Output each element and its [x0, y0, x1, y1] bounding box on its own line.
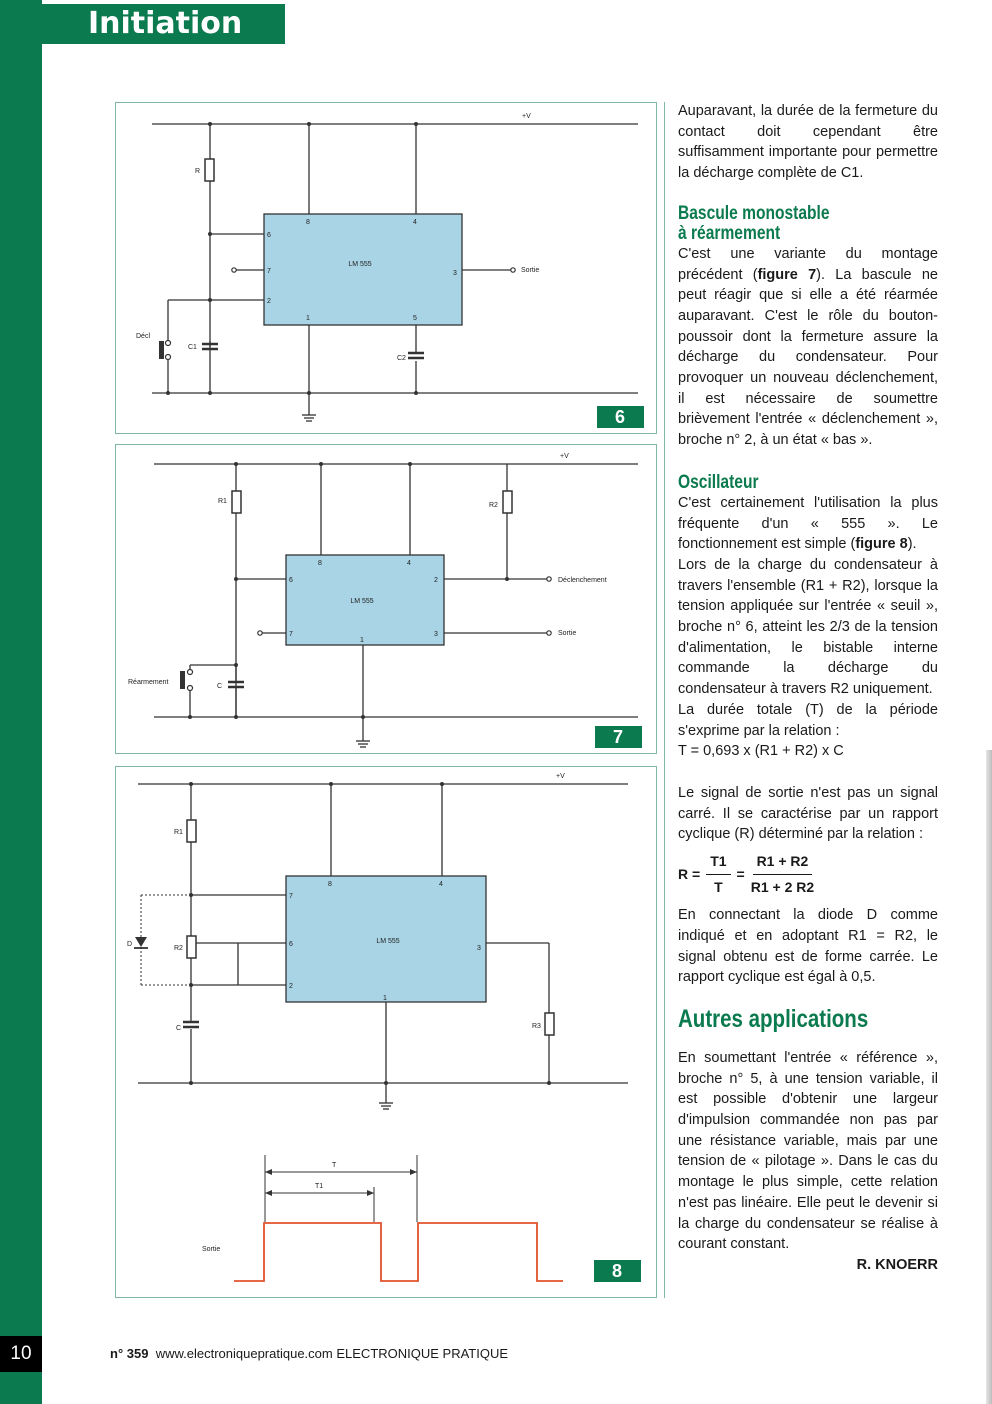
c1-label: C1 — [188, 344, 197, 351]
push-button-decl — [159, 341, 164, 359]
figure-8 — [115, 766, 657, 1298]
fraction-numerator: T1 — [706, 851, 730, 875]
output-label: Sortie — [558, 630, 577, 637]
section-title: Initiation — [88, 6, 243, 41]
pin-label: 3 — [453, 270, 457, 277]
timing-dimensions — [265, 1155, 417, 1222]
figure-number: 7 — [612, 727, 624, 747]
figure-ref: figure 7 — [757, 266, 817, 283]
pin-label: 7 — [267, 268, 271, 275]
pin-label: 8 — [328, 881, 332, 888]
bascule-paragraph — [678, 244, 938, 451]
pin-label: 4 — [407, 560, 411, 567]
footer-magazine: ELECTRONIQUE PRATIQUE — [336, 1346, 509, 1361]
duty-cycle-formula — [678, 849, 938, 899]
author: R. KNOERR — [856, 1256, 938, 1273]
page-footer — [110, 1346, 508, 1361]
formula-equals: = — [736, 865, 745, 882]
column-separator — [664, 102, 665, 1298]
pin-label: 1 — [360, 637, 364, 644]
output-label: Sortie — [202, 1246, 221, 1253]
trigger-label: Déclenchement — [558, 577, 607, 584]
heading-oscillateur: Oscillateur — [678, 471, 759, 493]
c-label: C — [176, 1025, 182, 1032]
t1-label: T1 — [315, 1183, 324, 1190]
issue-number: n° 359 — [110, 1346, 149, 1361]
pin-label: 3 — [434, 631, 438, 638]
pin-label: 4 — [413, 219, 417, 226]
supply-label: +V — [560, 453, 569, 460]
heading-autres-applications: Autres applications — [678, 1004, 869, 1033]
pin-label: 4 — [439, 881, 443, 888]
decl-label: Décl — [136, 333, 151, 340]
article-column — [678, 101, 938, 1276]
pin-label: 6 — [289, 577, 293, 584]
pin-label: 6 — [267, 232, 271, 239]
r-label: R — [195, 168, 201, 175]
resistor-r2 — [187, 936, 196, 958]
fraction-2 — [751, 851, 814, 897]
resistor-r3 — [545, 1013, 554, 1035]
text-run: C'est certainement l'utilisation la plus fréquente d'un « 555 ». Le fonctionnement est simple ( — [678, 494, 938, 553]
autres-paragraph: En soumettant l'entrée « référence », broche n° 5, à une tension variable, il est possible d'obtenir une largeur d'impulsion commandée non pas par une résistance variable, mais par une tension de « pilotage ». Dans le cas du montage le plus simple, cette relation n'est pas linéaire. Elle peut le devenir si la charge du condensateur se réalise à courant constant. — [678, 1049, 938, 1253]
r3-label: R3 — [532, 1023, 541, 1030]
page-number: 10 — [0, 1336, 42, 1372]
figure-number: 8 — [611, 1261, 623, 1281]
ic-label: LM 555 — [376, 938, 400, 945]
period-formula: T = 0,693 x (R1 + R2) x C — [678, 743, 844, 760]
output-waveform — [234, 1223, 563, 1281]
pin-label: 2 — [289, 983, 293, 990]
oscillateur-paragraph-3: La durée totale (T) de la période s'exprime par la relation : — [678, 701, 938, 739]
heading-bascule-2: à réarmement — [678, 222, 781, 244]
r1-label: R1 — [174, 829, 183, 836]
pin-label: 5 — [413, 315, 417, 322]
footer-url: www.electroniquepratique.com — [155, 1346, 333, 1361]
ic-label: LM 555 — [348, 261, 372, 268]
c2-label: C2 — [397, 355, 406, 362]
pin-label: 1 — [306, 315, 310, 322]
resistor-r1 — [187, 820, 196, 842]
diode-d — [135, 937, 147, 947]
fraction-denominator: R1 + 2 R2 — [750, 878, 815, 895]
r2-label: R2 — [489, 502, 498, 509]
intro-paragraph: Auparavant, la durée de la fermeture du contact doit cependant être suffisamment importante pour permettre la décharge complète de C1. — [678, 103, 938, 182]
t-label: T — [332, 1162, 337, 1169]
reset-label: Réarmement — [128, 679, 169, 686]
oscillateur-paragraph-5: En connectant la diode D comme indiqué et en adoptant R1 = R2, le signal obtenu est de forme carrée. Le rapport cyclique est égal à 0,5. — [678, 907, 938, 986]
pin-label: 1 — [383, 995, 387, 1002]
pin-label: 6 — [289, 941, 293, 948]
r2-label: R2 — [174, 945, 183, 952]
resistor-r1 — [232, 491, 241, 513]
pin-label: 7 — [289, 631, 293, 638]
text-run: C'est une variante du montage précédent ( — [678, 245, 938, 283]
figure-ref: figure 8 — [855, 536, 908, 553]
pin-label: 2 — [434, 577, 438, 584]
figure-6 — [115, 102, 657, 434]
output-label: Sortie — [521, 267, 540, 274]
supply-label: +V — [522, 113, 531, 120]
page-edge-shadow — [986, 750, 992, 1404]
left-margin-bar — [0, 0, 42, 1404]
pin-label: 7 — [289, 893, 293, 900]
pin-label: 3 — [477, 945, 481, 952]
pin-label: 2 — [267, 298, 271, 305]
oscillateur-paragraph-1 — [678, 493, 938, 555]
supply-label: +V — [556, 773, 565, 780]
text-run: ). — [907, 536, 917, 553]
resistor-r2 — [503, 491, 512, 513]
resistor-r — [205, 159, 214, 181]
heading-bascule-1: Bascule monostable — [678, 202, 830, 224]
oscillateur-paragraph-2: Lors de la charge du condensateur à travers l'ensemble (R1 + R2), lorsque la tension appliquée sur l'entrée « seuil », broche n° 6, atteint les 2/3 de la tension d'alimentation, le bistable interne commande la décharge du condensateur à travers R2 uniquement. — [678, 556, 938, 698]
ic-lm555 — [264, 214, 462, 325]
pin-label: 8 — [318, 560, 322, 567]
pin-label: 8 — [306, 219, 310, 226]
c-label: C — [217, 683, 223, 690]
push-button-reset — [180, 671, 185, 689]
fraction-1 — [706, 851, 730, 897]
figure-7 — [115, 444, 657, 754]
oscillateur-paragraph-4: Le signal de sortie n'est pas un signal carré. Il se caractérise par un rapport cyclique (R) déterminé par la relation : — [678, 784, 938, 843]
d-label: D — [127, 941, 133, 948]
figure-number: 6 — [614, 407, 626, 427]
ic-label: LM 555 — [350, 598, 374, 605]
text-run: ). La bascule ne peut réagir que si elle a été réarmée auparavant. C'est le rôle du bouton-poussoir dont la fermeture assure la décharge du condensateur. Pour provoquer un nouveau déclenchement, il est nécessaire de soumettre brièvement l'entrée « déclenchement », broche n° 2, à un état « bas ». — [678, 266, 938, 449]
r1-label: R1 — [218, 498, 227, 505]
formula-r: R = — [678, 865, 701, 882]
fraction-numerator: R1 + R2 — [753, 851, 813, 875]
fraction-denominator: T — [714, 878, 723, 895]
